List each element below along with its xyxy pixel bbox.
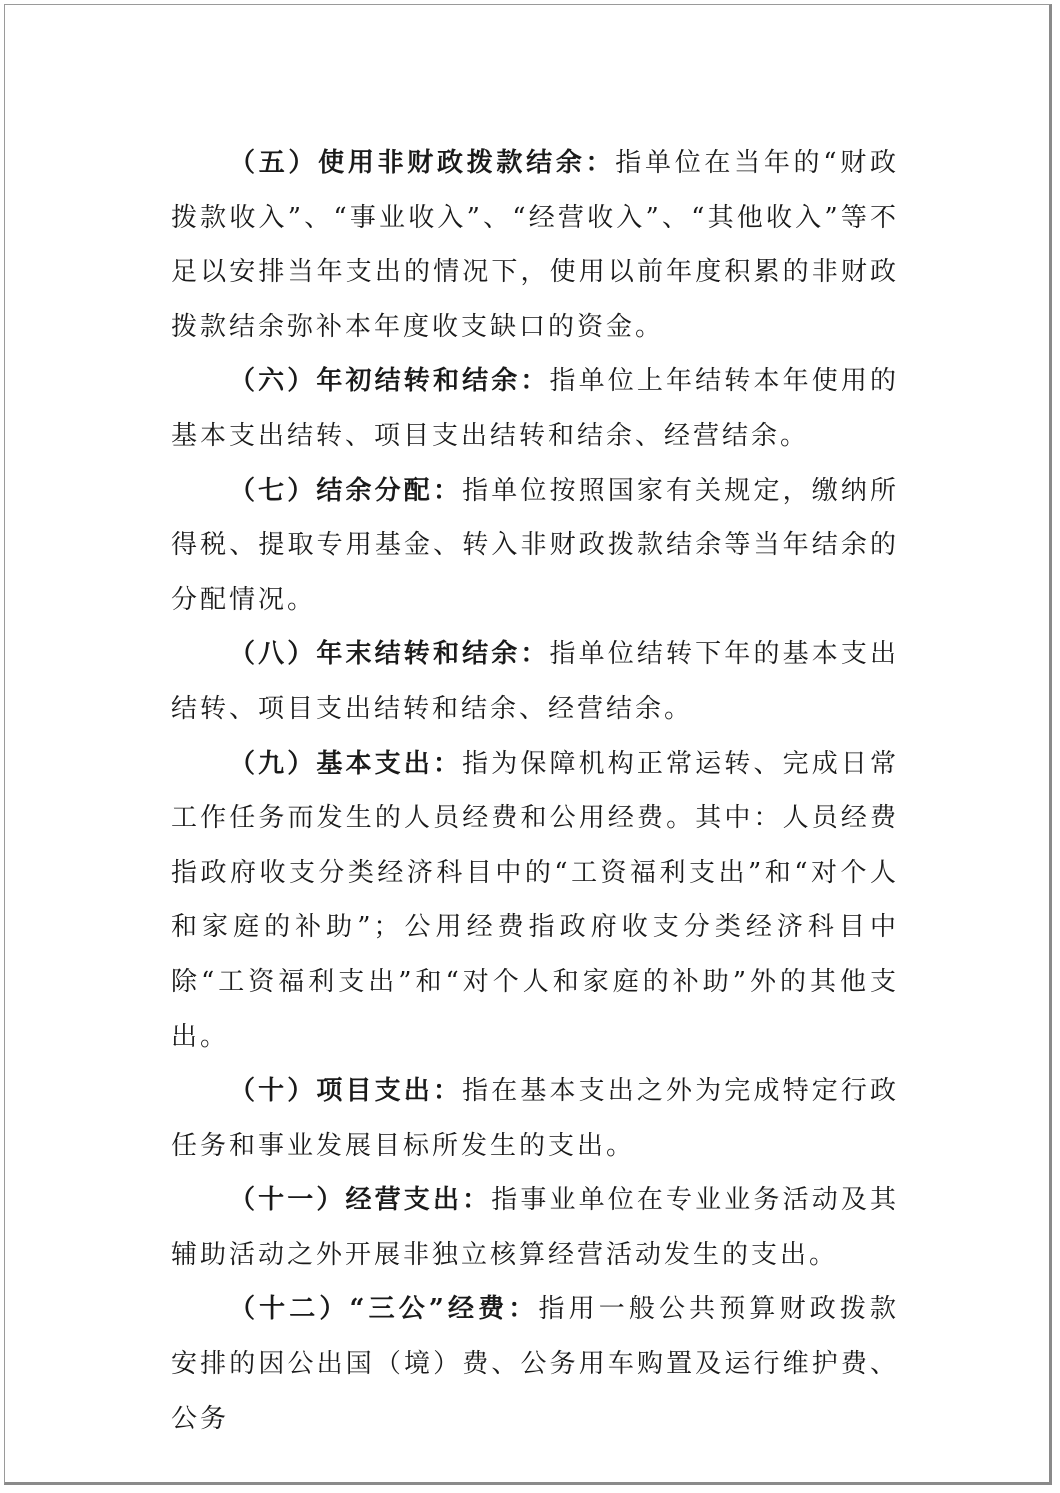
term-heading: （十二）“三公”经费： (229, 1294, 539, 1325)
paragraph-12 (171, 1282, 899, 1446)
document-body (171, 136, 899, 1446)
term-definition: 指单位在当年的“财政拨款收入”、“事业收入”、“经营收入”、“其他收入”等不足以安排当年支出的情况下，使用以前年度积累的非财政拨款结余弥补本年度收支缺口的资金。 (171, 148, 899, 342)
document-page (4, 4, 1052, 1485)
term-heading: （十）项目支出： (229, 1076, 463, 1107)
term-definition: 指事业单位在专业业务活动及其辅助活动之外开展非独立核算经营活动发生的支出。 (171, 1185, 899, 1270)
term-definition: 指单位按照国家有关规定，缴纳所得税、提取专用基金、转入非财政拨款结余等当年结余的分配情况。 (171, 475, 899, 615)
term-definition: 指用一般公共预算财政拨款安排的因公出国（境）费、公务用车购置及运行维护费、公务 (171, 1294, 899, 1434)
paragraph-6 (171, 354, 899, 463)
term-heading: （九）基本支出： (229, 748, 463, 779)
paragraph-5 (171, 136, 899, 354)
paragraph-7 (171, 464, 899, 628)
term-definition: 指单位结转下年的基本支出结转、项目支出结转和结余、经营结余。 (171, 639, 899, 724)
term-heading: （七）结余分配： (229, 475, 463, 506)
paragraph-11 (171, 1173, 899, 1282)
paragraph-10 (171, 1064, 899, 1173)
paragraph-8 (171, 627, 899, 736)
term-heading: （八）年末结转和结余： (229, 639, 550, 670)
term-heading: （十一）经营支出： (229, 1185, 492, 1216)
paragraph-9 (171, 737, 899, 1065)
term-heading: （五）使用非财政拨款结余： (229, 148, 616, 178)
term-heading: （六）年初结转和结余： (229, 366, 550, 397)
term-definition: 指在基本支出之外为完成特定行政任务和事业发展目标所发生的支出。 (171, 1076, 899, 1161)
term-definition: 指单位上年结转本年使用的基本支出结转、项目支出结转和结余、经营结余。 (171, 366, 899, 451)
term-definition: 指为保障机构正常运转、完成日常工作任务而发生的人员经费和公用经费。其中：人员经费指政府收支分类经济科目中的“工资福利支出”和“对个人和家庭的补助”；公用经费指政府收支分类经济科目中除“工资福利支出”和“对个人和家庭的补助”外的其他支出。 (171, 748, 899, 1052)
